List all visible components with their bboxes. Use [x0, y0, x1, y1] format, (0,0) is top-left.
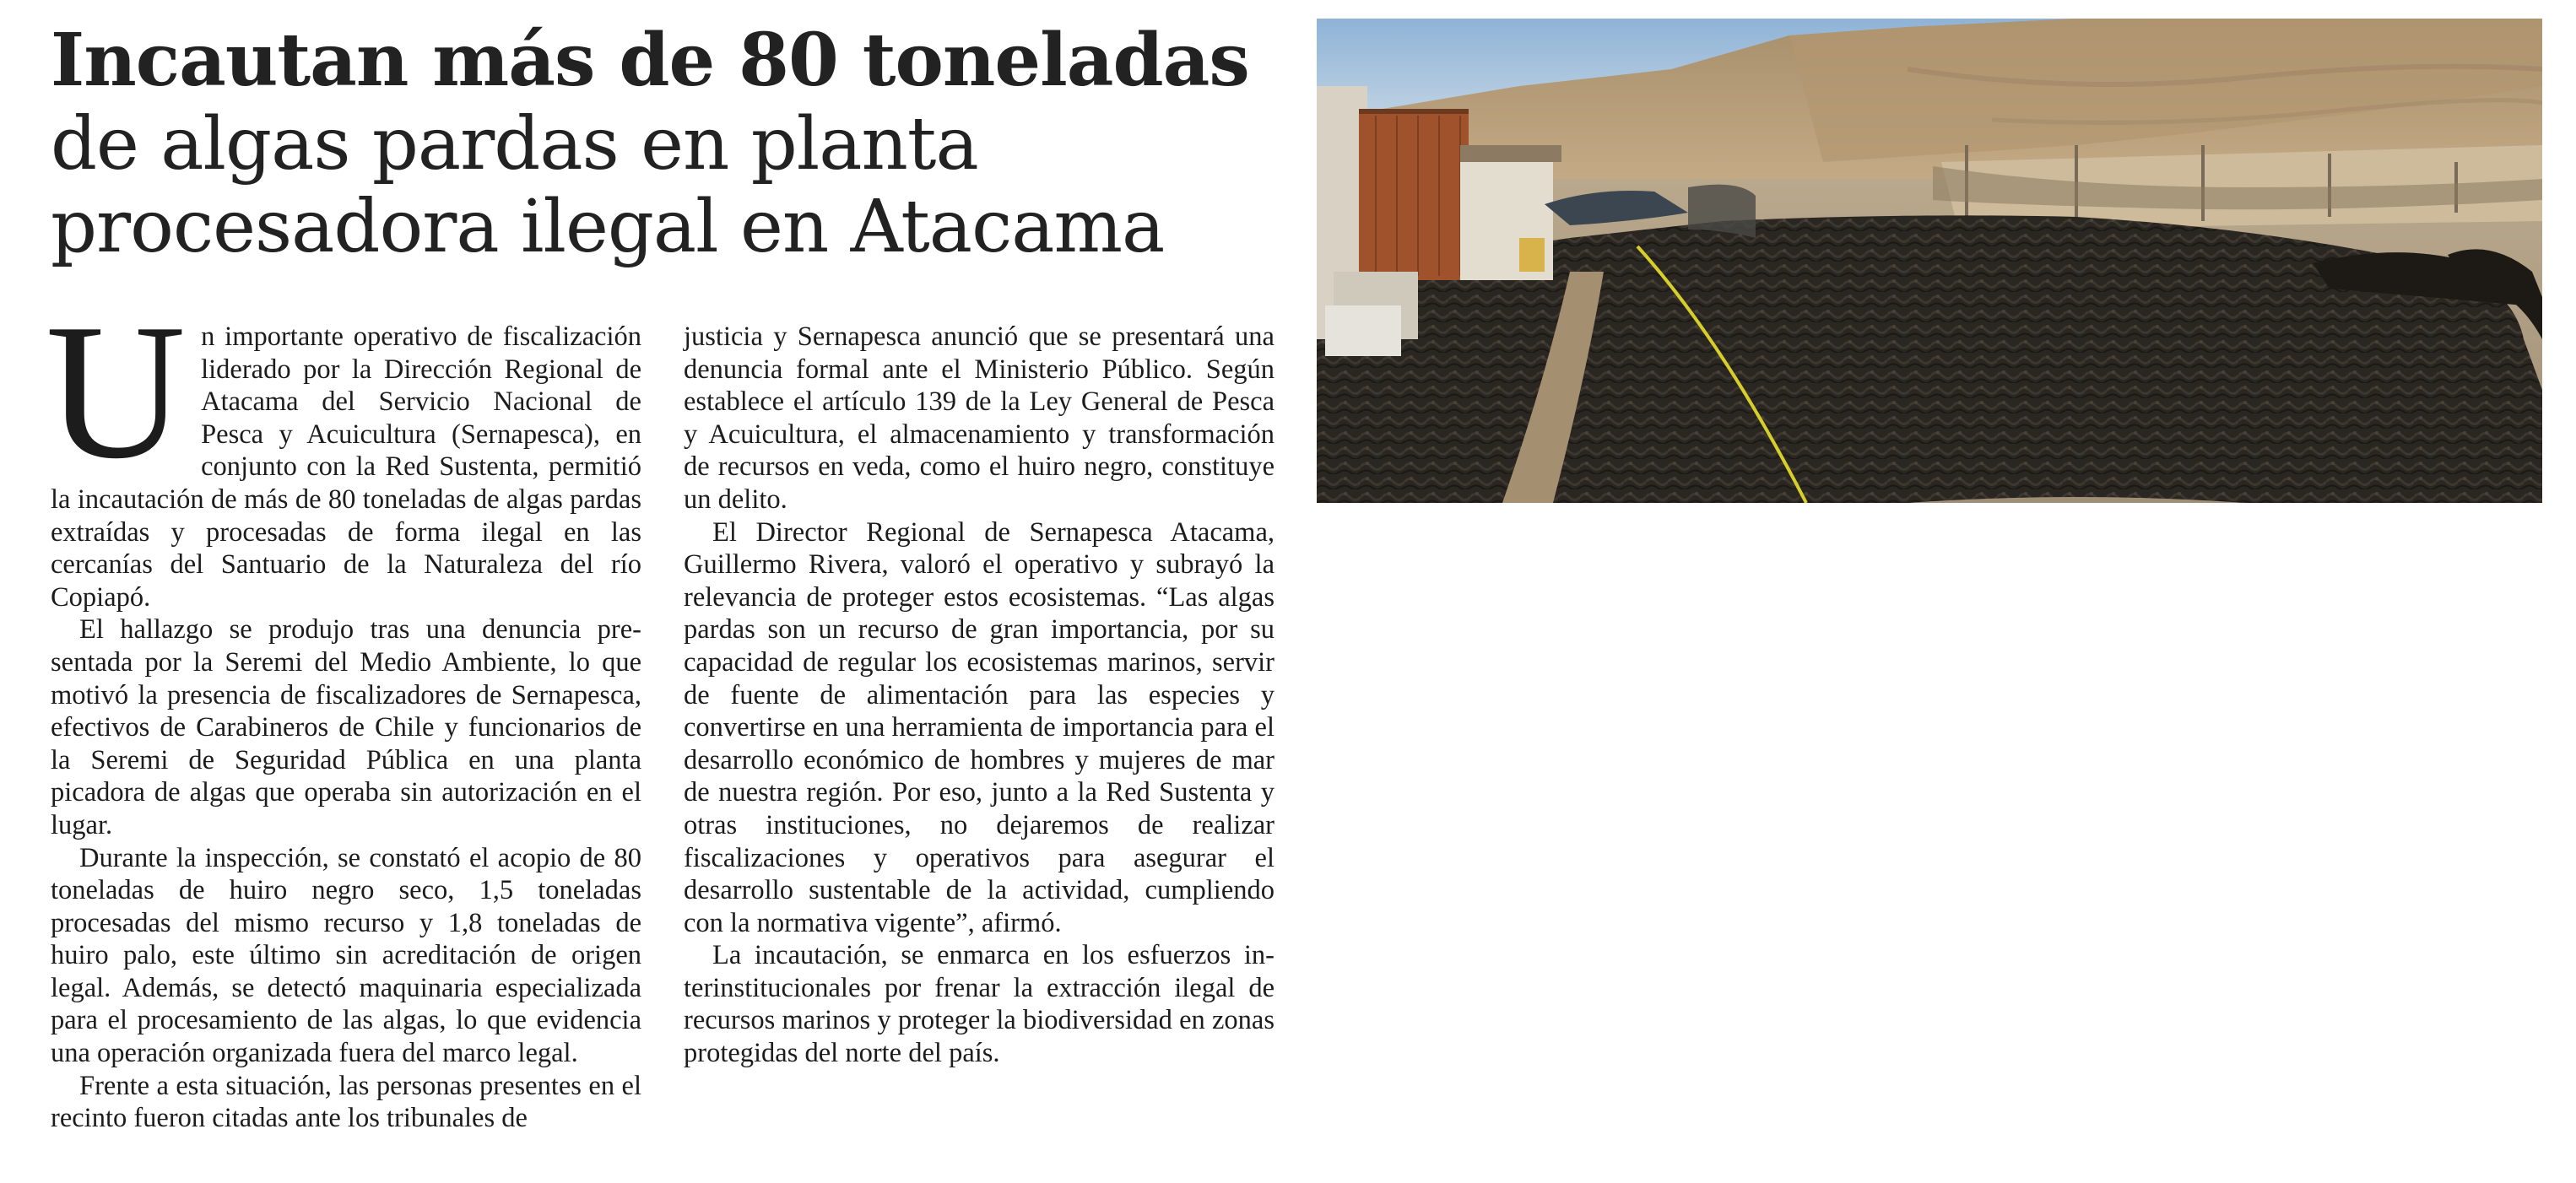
- article-photo: [1317, 19, 2542, 503]
- headline-line-2: de algas pardas en planta: [51, 102, 978, 186]
- seaweed-drying-field-image: [1317, 19, 2542, 503]
- paragraph-4-continued: justicia y Sernapesca anunció que se presentará una denuncia formal ante el Ministerio Público. Según establece el artículo 139 de la Ley General de Pesca y Acuicultura, el almacenamiento y transformación de recursos en veda, como el huiro negro, constituye un delito.: [684, 321, 1274, 515]
- paragraph-4-start: Frente a esta situación, las personas presentes en el recinto fueron citadas ante los tribunales de: [51, 1070, 641, 1134]
- article-column-1: [46, 284, 641, 1135]
- paragraph-5: El Director Regional de Sernapesca Atacama, Guillermo Rivera, valoró el operativo y subrayó la relevancia de proteger estos ecosistemas. “Las algas pardas son un recurso de gran importancia, por su capacidad de regular los ecosistemas marinos, servir de fuente de alimentación para las especies y convertirse en una herramienta de importancia para el desarrollo económico de hombres y mujeres de mar de nuestra región. Por eso, junto a la Red Sustenta y otras instituciones, no dejaremos de realizar fiscalizaciones y operativos para asegurar el desarrollo sustentable de la actividad, cumpliendo con la normativa vigente”, afirmó.: [684, 516, 1274, 938]
- paragraph-1: [46, 284, 641, 613]
- paragraph-2: El hallazgo se produjo tras una denuncia presentada por la Seremi del Medio Ambiente, lo que motivó la presencia de fiscalizadores de Sernapesca, efectivos de Carabineros de Chile y funcionarios de la Seremi de Seguridad Pública en una planta picadora de algas que operaba sin autorización en el lugar.: [51, 614, 641, 840]
- headline: [51, 19, 1283, 268]
- drop-cap: U: [46, 284, 187, 499]
- paragraph-3: Durante la inspección, se constató el acopio de 80 toneladas de huiro negro seco, 1,5 toneladas procesadas del mismo recurso y 1,8 toneladas de huiro palo, este último sin acreditación de origen legal. Además, se detectó maquinaria especializada para el procesamiento de las algas, lo que evidencia una operación organizada fuera del marco legal.: [51, 842, 641, 1069]
- paragraph-6: La incautación, se enmarca en los esfuerzos interinstitucionales por frenar la extracción ilegal de recursos marinos y proteger la biodiversidad en zonas protegidas del norte del país.: [684, 940, 1274, 1069]
- paragraph-1-text: n importante operativo de fiscalización liderado por la Dirección Regional de Atacama del Servicio Nacional de Pesca y Acuicultura (Sernapesca), en conjunto con la Red Sustenta, permitió la incautación de más de 80 toneladas de algas pardas extraídas y procesadas de forma ilegal en las cercanías del Santuario de la Naturaleza del río Copiapó.: [51, 321, 641, 613]
- headline-bold-line: Incautan más de 80 toneladas: [51, 18, 1249, 103]
- headline-line-3: procesadora ilegal en Atacama: [51, 185, 1165, 269]
- article-column-2: [684, 321, 1274, 1070]
